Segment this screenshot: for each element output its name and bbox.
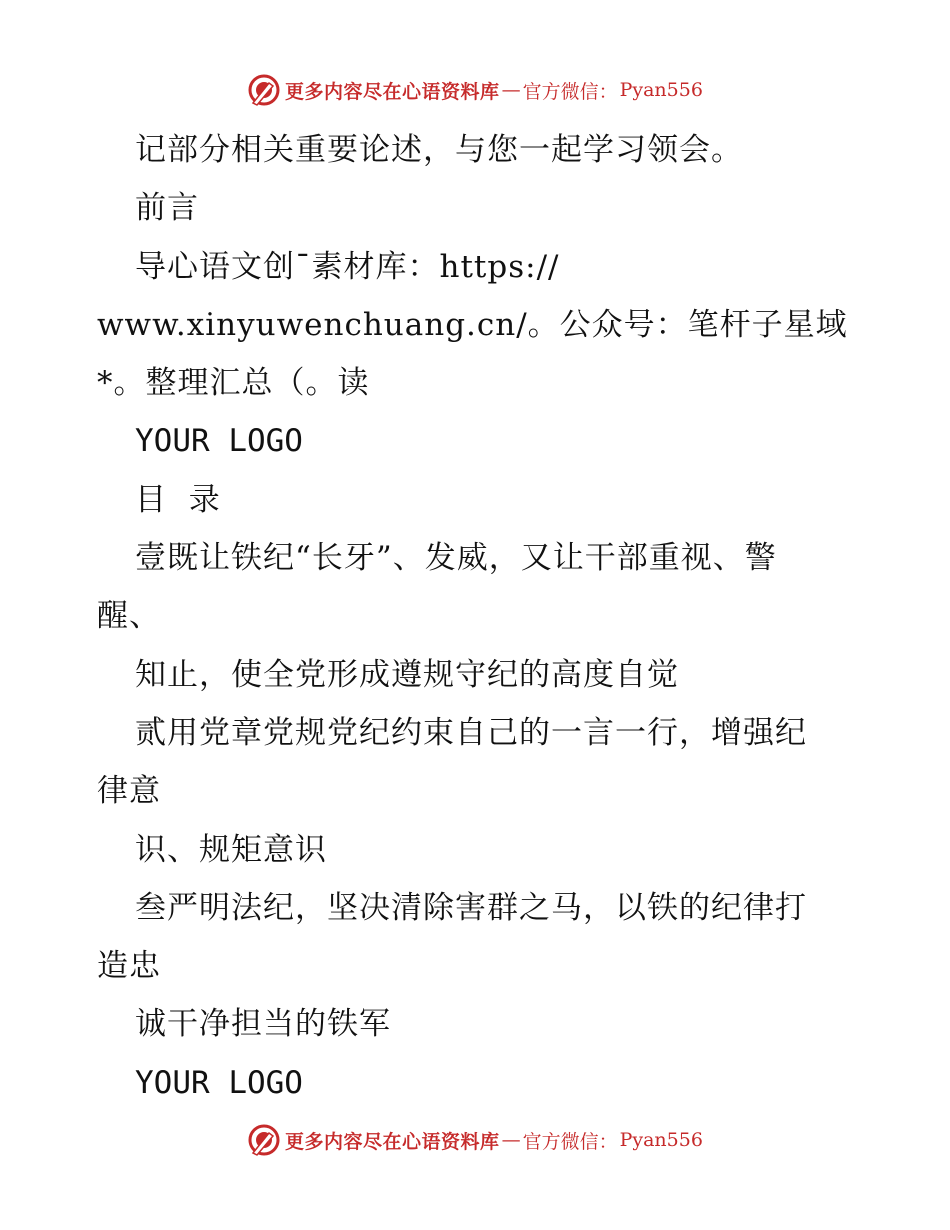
header-banner: [0, 70, 950, 110]
footer-contact-label: 官方微信：: [522, 1130, 618, 1153]
text-line: *。整理汇总（。读: [97, 365, 370, 402]
toc-item: 壹既让铁纪“长牙”、发威，又让干部重视、警: [135, 540, 777, 577]
pen-logo-icon: [247, 73, 281, 107]
header-contact-label: 官方微信：: [522, 80, 618, 103]
logo-placeholder-text: YOUR LOGO: [135, 423, 303, 460]
header-contact-id: Pyan556: [619, 79, 703, 101]
toc-item-continued: 律意: [97, 773, 161, 810]
footer-banner: [0, 1120, 950, 1160]
logo-placeholder-text: YOUR LOGO: [135, 1064, 303, 1101]
toc-item-continued: 醒、: [97, 598, 161, 635]
toc-item-continued: 诚干净担当的铁军: [135, 1006, 391, 1043]
footer-contact-id: Pyan556: [619, 1129, 703, 1151]
toc-item-continued: 知止，使全党形成遵规守纪的高度自觉: [135, 656, 679, 693]
footer-dash: —: [501, 1129, 521, 1151]
toc-item: 叁严明法纪，坚决清除害群之马，以铁的纪律打: [135, 889, 807, 926]
pen-logo-icon: [247, 1123, 281, 1157]
header-dash: —: [501, 79, 521, 101]
document-body: [97, 121, 862, 1112]
toc-item: 贰用党章党规党纪约束自己的一言一行，增强纪: [135, 714, 807, 751]
toc-item-continued: 造忠: [97, 948, 161, 985]
text-line: 记部分相关重要论述，与您一起学习领会。: [135, 132, 743, 168]
section-heading-toc: 目 录: [135, 481, 221, 518]
text-line: www.xinyuwenchuang.cn/。公众号：笔杆子星域: [97, 306, 848, 343]
section-heading-preface: 前言: [135, 190, 199, 227]
footer-banner-text: 更多内容尽在心语资料库: [285, 1130, 500, 1153]
toc-item-continued: 识、规矩意识: [135, 831, 327, 868]
header-banner-text: 更多内容尽在心语资料库: [285, 80, 500, 103]
text-line: 导心语文创¯素材库：https://: [135, 248, 560, 285]
